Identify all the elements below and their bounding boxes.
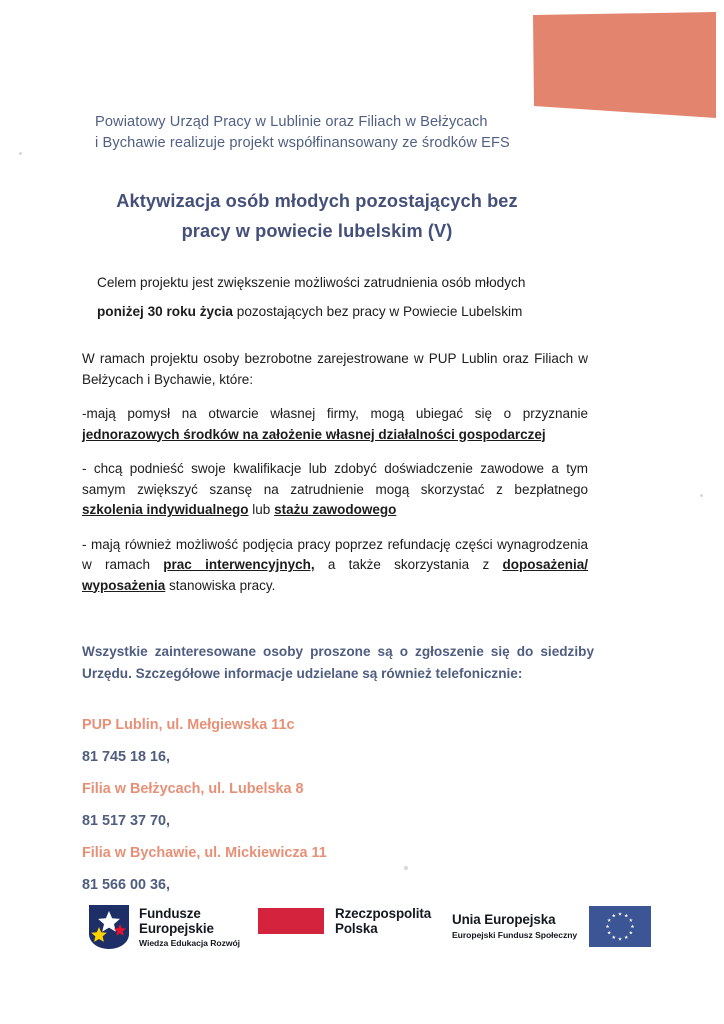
page-title [82,186,552,246]
footer-logo-bar [0,898,724,970]
bullet-item-1 [82,404,588,445]
scan-speck [19,152,22,155]
rzeczpospolita-text [335,906,431,936]
page-title-line-2: pracy w powiecie lubelskim (V) [181,221,453,241]
logo-unia-europejska [452,906,651,947]
bullet-2-conjunction: lub [248,502,275,517]
office-address-1: Filia w Bełżycach, ul. Lubelska 8 [82,781,304,797]
corner-decoration-shape [520,0,724,130]
rzeczpospolita-line-1: Rzeczpospolita [335,906,432,921]
office-address-2: Filia w Bychawie, ul. Mickiewicza 11 [82,845,327,861]
bullet-3-text-end: stanowiska pracy. [165,577,276,593]
unia-line-2: Europejski Fundusz Społeczny [452,929,578,940]
unia-line-1: Unia Europejska [452,912,556,928]
goal-line-2 [97,297,575,326]
office-address-0: PUP Lublin, ul. Mełgiewska 11c [82,717,295,733]
logo-fundusze-europejskie [88,904,240,950]
unia-europejska-text [452,912,577,940]
intro-text [95,112,635,154]
polish-flag-block-icon [258,908,324,934]
rzeczpospolita-line-2: Polska [335,921,378,936]
office-phone-2[interactable]: 81 566 00 36, [82,877,171,893]
fundusze-line-2: Europejskie [139,920,214,936]
scan-speck [700,494,703,497]
goal-line-2-rest: pozostających bez pracy w Powiecie Lubelskim [232,304,523,319]
bullet-2-highlight-internship: stażu zawodowego [274,502,397,517]
fundusze-line-1: Fundusze [139,905,201,921]
bullet-3-highlight-equipment: doposażenia/ wyposażenia [82,557,588,593]
bullet-item-3 [82,535,588,597]
body-intro-paragraph: W ramach projektu osoby bezrobotne zarejestrowane w PUP Lublin oraz Filiach w Bełżycach i Bychawie, które: [82,351,588,387]
intro-line-1: Powiatowy Urząd Pracy w Lublinie oraz Filiach w Bełżycach [95,114,488,130]
bullet-3-text: - mają również możliwość podjęcia pracy poprzez refundację części wynagrodzenia w ramach [82,536,588,572]
bullet-1-text: -mają pomysł na otwarcie własnej firmy, mogą ubiegać się o przyznanie [82,406,588,421]
bullet-2-text: - chcą podnieść swoje kwalifikacje lub zdobyć doświadczenie zawodowe a tym samym zwiększyć szansę na zatrudnienie mogą skorzystać z bezpłatnego [82,461,588,497]
fundusze-europejskie-star-mark [88,904,130,950]
fundusze-europejskie-text [139,906,240,949]
contact-list [82,709,602,901]
bullet-item-2 [82,459,588,521]
logo-rzeczpospolita-polska [258,906,431,936]
bullet-1-highlight: jednorazowych środków na założenie własnej działalności gospodarczej [82,426,546,442]
bullet-3-highlight-intervention: prac interwencyjnych, [163,557,315,572]
intro-line-2: i Bychawie realizuje projekt współfinansowany ze środków EFS [95,135,510,151]
eu-flag-icon [589,906,651,947]
body-content [82,349,588,596]
page-title-line-1: Aktywizacja osób młodych pozostających bez [116,191,518,211]
project-goal [97,268,575,326]
bullet-3-text-middle: a także skorzystania z [314,557,503,572]
goal-age-limit: poniżej 30 roku życia [97,304,233,319]
office-phone-1[interactable]: 81 517 37 70, [82,813,171,829]
fundusze-line-3: Wiedza Edukacja Rozwój [139,937,241,948]
bullet-2-highlight-training: szkolenia indywidualnego [82,502,249,517]
goal-line-1: Celem projektu jest zwiększenie możliwości zatrudnienia osób młodych [97,275,526,290]
contact-note: Wszystkie zainteresowane osoby proszone są o zgłoszenie się do siedziby Urzędu. Szczegółowe informacje udzielane są również telefonicznie: [82,644,594,681]
office-phone-0[interactable]: 81 745 18 16, [82,749,171,765]
